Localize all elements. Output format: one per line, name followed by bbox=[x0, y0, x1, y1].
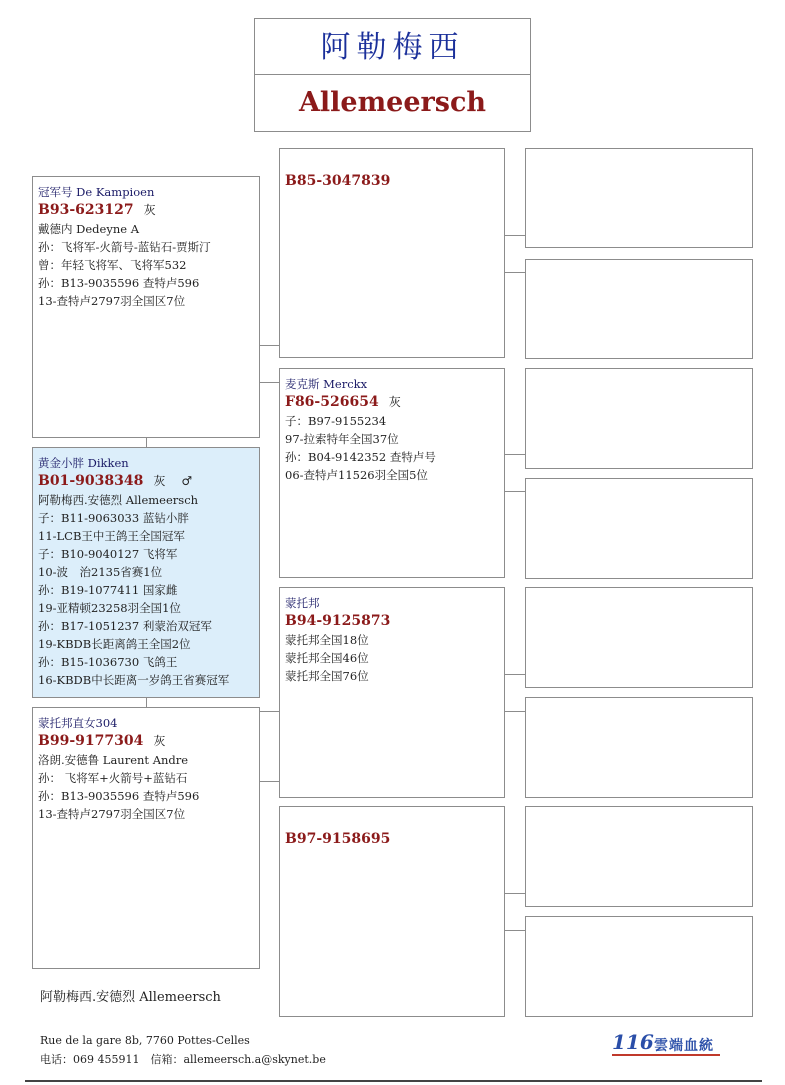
info-line: 洛朗.安德鲁 Laurent Andre bbox=[38, 753, 189, 767]
connector-subject-dam bbox=[146, 697, 147, 707]
connector-gen3-3 bbox=[504, 454, 525, 455]
site-logo[interactable] bbox=[612, 1030, 722, 1056]
bird-name: 麦克斯 Merckx bbox=[285, 377, 368, 391]
info-line: 16-KBDB中长距离一岁鸽王省赛冠军 bbox=[38, 673, 230, 687]
logo-text: 雲端血統 bbox=[654, 1038, 714, 1054]
info-line: 孙： 飞将军+火箭号+蓝钻石 bbox=[38, 771, 188, 785]
pedigree-card-gen3-3[interactable] bbox=[525, 368, 753, 469]
ring-number: B93-623127 bbox=[38, 202, 134, 218]
color-label: 灰 bbox=[388, 395, 407, 409]
ring-number: B97-9158695 bbox=[285, 831, 391, 847]
info-line: 子：B11-9063033 蓝钻小胖 bbox=[38, 511, 189, 525]
bottom-divider bbox=[25, 1080, 762, 1082]
pedigree-card-gen3-8[interactable] bbox=[525, 916, 753, 1017]
info-line: 孙：B04-9142352 查特卢号 bbox=[285, 450, 436, 464]
bird-name: 黄金小胖 Dikken bbox=[38, 456, 129, 470]
pedigree-card-gen3-1[interactable] bbox=[525, 148, 753, 248]
ring-number: F86-526654 bbox=[285, 394, 379, 410]
color-label: 灰 bbox=[153, 734, 172, 748]
owner-name-chinese: 阿勒梅西 bbox=[320, 30, 465, 65]
info-line: 子：B97-9155234 bbox=[285, 414, 387, 428]
logo-underline bbox=[612, 1054, 720, 1056]
pedigree-card-sire-sire[interactable] bbox=[279, 148, 505, 358]
bird-name: 蒙托邦直女304 bbox=[38, 716, 118, 730]
connector-sire-to-sire-sire bbox=[260, 345, 279, 346]
ring-number: B99-9177304 bbox=[38, 733, 144, 749]
pedigree-card-gen3-6[interactable] bbox=[525, 697, 753, 798]
owner-name-english: Allemeersch bbox=[298, 87, 487, 118]
connector-gen3-4 bbox=[504, 491, 525, 492]
pedigree-card-dam-sire[interactable] bbox=[279, 587, 505, 798]
logo-number: 116 bbox=[612, 1030, 654, 1054]
connector-sire-to-sire-dam bbox=[260, 382, 279, 383]
info-line: 13-查特卢2797羽全国区7位 bbox=[38, 294, 186, 308]
connector-gen3-6 bbox=[504, 711, 525, 712]
info-line: 11-LCB王中王鸽王全国冠军 bbox=[38, 529, 185, 543]
connector-gen3-2 bbox=[504, 272, 525, 273]
info-line: 10-波 治2135省赛1位 bbox=[38, 565, 163, 579]
owner-address: Rue de la gare 8b, 7760 Pottes-Celles bbox=[40, 1034, 250, 1047]
info-line: 06-查特卢11526羽全国5位 bbox=[285, 468, 428, 482]
bird-name: 蒙托邦 bbox=[285, 596, 320, 610]
info-line: 19-KBDB长距离鸽王全国2位 bbox=[38, 637, 191, 651]
owner-contact: 电话：069 455911 信箱：allemeersch.a@skynet.be bbox=[40, 1053, 326, 1066]
info-line: 孙：飞将军-火箭号-蓝钻石-贾斯汀 bbox=[38, 240, 211, 254]
info-line: 曾：年轻飞将军、飞将军532 bbox=[38, 258, 187, 272]
pedigree-card-sire-dam[interactable] bbox=[279, 368, 505, 578]
info-line: 孙：B15-1036730 飞鸽王 bbox=[38, 655, 178, 669]
connector-gen3-8 bbox=[504, 930, 525, 931]
pedigree-card-gen3-4[interactable] bbox=[525, 478, 753, 579]
info-line: 蒙托邦全国46位 bbox=[285, 651, 369, 665]
info-line: 戴德内 Dedeyne A bbox=[38, 222, 140, 236]
info-line: 孙：B13-9035596 查特卢596 bbox=[38, 276, 200, 290]
connector-dam-to-dam-sire bbox=[260, 711, 279, 712]
info-line: 孙：B17-1051237 利蒙治双冠军 bbox=[38, 619, 212, 633]
info-line: 19-亚精顿23258羽全国1位 bbox=[38, 601, 181, 615]
info-line: 蒙托邦全国76位 bbox=[285, 669, 369, 683]
male-symbol-icon: ♂ bbox=[181, 474, 199, 488]
color-label: 灰 bbox=[143, 203, 162, 217]
connector-gen3-1 bbox=[504, 235, 525, 236]
info-line: 阿勒梅西.安德烈 Allemeersch bbox=[38, 493, 199, 507]
info-line: 子：B10-9040127 飞将军 bbox=[38, 547, 178, 561]
info-line: 13-查特卢2797羽全国区7位 bbox=[38, 807, 186, 821]
info-line: 蒙托邦全国18位 bbox=[285, 633, 369, 647]
connector-sire-subject bbox=[146, 437, 147, 447]
connector-gen3-7 bbox=[504, 893, 525, 894]
pedigree-card-gen3-7[interactable] bbox=[525, 806, 753, 907]
info-line: 97-拉索特年全国37位 bbox=[285, 432, 399, 446]
pedigree-card-gen3-2[interactable] bbox=[525, 259, 753, 359]
info-line: 孙：B19-1077411 国家雌 bbox=[38, 583, 178, 597]
ring-number: B94-9125873 bbox=[285, 613, 391, 629]
pedigree-card-gen3-5[interactable] bbox=[525, 587, 753, 688]
title-box bbox=[254, 18, 531, 132]
pedigree-card-sire[interactable] bbox=[32, 176, 260, 438]
bird-name: 冠军号 De Kampioen bbox=[38, 185, 155, 199]
connector-gen3-5 bbox=[504, 674, 525, 675]
info-line: 孙：B13-9035596 查特卢596 bbox=[38, 789, 200, 803]
ring-number: B01-9038348 bbox=[38, 473, 144, 489]
owner-signature: 阿勒梅西.安德烈 Allemeersch bbox=[40, 990, 221, 1005]
color-label: 灰 bbox=[153, 474, 172, 488]
ring-number: B85-3047839 bbox=[285, 173, 391, 189]
pedigree-card-dam[interactable] bbox=[32, 707, 260, 969]
connector-dam-to-dam-dam bbox=[260, 781, 279, 782]
pedigree-card-subject[interactable] bbox=[32, 447, 260, 698]
pedigree-card-dam-dam[interactable] bbox=[279, 806, 505, 1017]
